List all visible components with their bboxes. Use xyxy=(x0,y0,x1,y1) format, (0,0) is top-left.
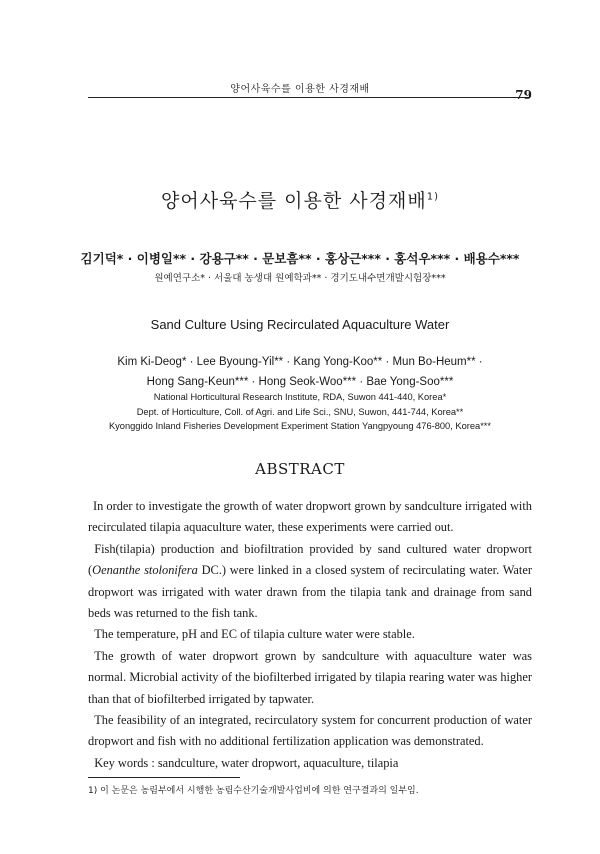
abstract-heading: ABSTRACT xyxy=(255,460,345,478)
paper-title-english: Sand Culture Using Recirculated Aquaculture Water xyxy=(150,317,450,332)
abstract-paragraph-4: The growth of water dropwort grown by sandculture with aquaculture water was normal. Microbial activity of the biofilterbed irrigated by tilapia rearing water was higher than that of biofilterbed irrigated by tapwater. xyxy=(88,648,532,706)
page-number: 79 xyxy=(515,88,532,102)
p2-start: Fish(tilapia) production and biofiltration provided by sand cultured water dropwort ( xyxy=(88,541,532,578)
header-rule xyxy=(88,97,530,98)
paper-title-korean xyxy=(0,186,600,213)
species-name: Oenanthe stolonifera xyxy=(92,563,198,578)
authors-en-line-1: Kim Ki-Deog* · Lee Byoung-Yil** · Kang Yong-Koo** · Mun Bo-Heum** · xyxy=(117,356,483,368)
authors-korean: 김기덕* · 이병일** · 강용구** · 문보흠** · 홍상근*** · 홍석우*** · 배용수*** xyxy=(80,251,520,266)
title-kr-text: 양어사육수를 이용한 사경재배 xyxy=(161,190,427,212)
abstract-paragraph-2 xyxy=(88,539,532,625)
abstract-paragraph-3: The temperature, pH and EC of tilapia culture water were stable. xyxy=(94,627,415,642)
footnote: 1) 이 논문은 농림부에서 시행한 농림수산기술개발사업비에 의한 연구결과의 일부임. xyxy=(88,786,419,796)
p2-end: DC.) were linked in a closed system of recirculating water. Water dropwort was irrigated with water drawn from the tilapia tank and drainage from sand beds was returned to the fish tank. xyxy=(88,563,532,621)
footnote-rule xyxy=(88,777,240,778)
running-header: 양어사육수를 이용한 사경재배 xyxy=(230,84,370,95)
authors-english xyxy=(0,352,600,392)
affiliation-en-line-3: Kyonggido Inland Fisheries Development Experiment Station Yangpyoung 476-800, Korea*** xyxy=(108,421,492,431)
affiliation-en-line-2: Dept. of Horticulture, Coll. of Agri. and Life Sci., SNU, Suwon, 441-744, Korea** xyxy=(136,406,464,417)
affiliations-korean: 원예연구소* · 서울대 농생대 원예학과** · 경기도내수면개발시험장*** xyxy=(154,273,446,284)
abstract-paragraph-1: In order to investigate the growth of water dropwort grown by sandculture irrigated with recirculated tilapia aquaculture water, these experiments were carried out. xyxy=(88,499,532,535)
abstract-paragraph-5: The feasibility of an integrated, recirculatory system for concurrent production of water dropwort and fish with no additional fertilization application was demonstrated. xyxy=(88,713,532,749)
affiliation-en-line-1: National Horticultural Research Institute, RDA, Suwon 441-440, Korea* xyxy=(153,392,447,402)
title-footnote-mark: 1) xyxy=(426,191,439,203)
authors-en-line-2: Hong Sang-Keun*** · Hong Seok-Woo*** · Bae Yong-Soo*** xyxy=(146,376,454,388)
abstract-body xyxy=(88,496,532,774)
affiliations-english xyxy=(0,390,600,434)
keywords: Key words : sandculture, water dropwort, aquaculture, tilapia xyxy=(94,755,399,770)
